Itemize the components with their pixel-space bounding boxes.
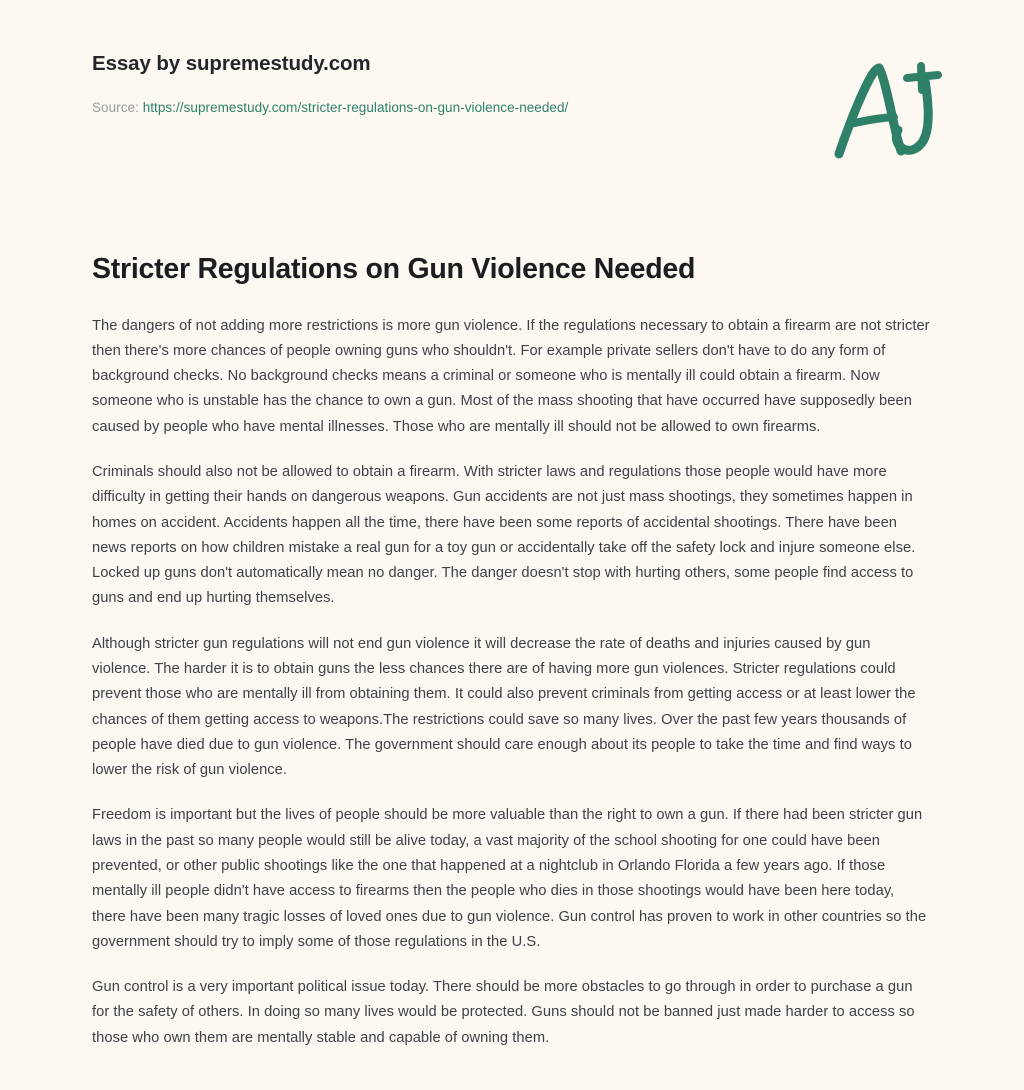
source-line [92, 99, 936, 117]
a-plus-logo-icon [822, 58, 952, 163]
article [0, 252, 1024, 1051]
paragraph: Although stricter gun regulations will not end gun violence it will decrease the rate of deaths and injuries caused by gun violence. The harder it is to obtain guns the less chances there are of having more gun violences. Stricter regulations could prevent those who are mentally ill from obtaining them. It could also prevent criminals from getting access or at least lower the chances of them getting access to weapons.The restrictions could save so many lives. Over the past few years thousands of people have died due to gun violence. The government should care enough about its people to take the time and find ways to lower the risk of gun violence. [92, 635, 916, 779]
paragraph: Freedom is important but the lives of people should be more valuable than the right to own a gun. If there had been stricter gun laws in the past so many people would still be alive today, a vast majority of the school shooting for one could have been prevented, or other public shootings like the one that happened at a nightclub in Orlando Florida a few years ago. If those mentally ill people didn't have access to firearms then the people who dies in those shootings would have been here today, there have been many tragic losses of loved ones due to gun violence. Gun control has proven to work in other countries so the government should try to imply some of those regulations in the U.S. [92, 807, 927, 950]
document-header [0, 0, 1024, 210]
essay-byline: Essay by supremestudy.com [92, 52, 371, 75]
source-label: Source: [92, 99, 139, 115]
paragraph: Criminals should also not be allowed to obtain a firearm. With stricter laws and regulations those people would have more difficulty in getting their hands on dangerous weapons. Gun accidents are not just mass shootings, they sometimes happen in homes on accident. Accidents happen all the time, there have been some reports of accidental shootings. There have been news reports on how children mistake a real gun for a toy gun or accidentally take off the safety lock and injure someone else. Locked up guns don't automatically mean no danger. The danger doesn't stop with hurting others, some people find access to guns and end up hurting themselves. [92, 464, 916, 607]
paragraph: Gun control is a very important political issue today. There should be more obstacles to go through in order to purchase a gun for the safety of others. In doing so many lives would be protected. Guns should not be banned just made harder to access so those who own them are mentally stable and capable of owning them. [92, 979, 915, 1046]
article-body [92, 314, 932, 1051]
page-title: Stricter Regulations on Gun Violence Needed [92, 253, 696, 285]
source-url-link[interactable]: https://supremestudy.com/stricter-regulations-on-gun-violence-needed/ [142, 99, 569, 115]
paragraph: The dangers of not adding more restrictions is more gun violence. If the regulations necessary to obtain a firearm are not stricter then there's more chances of people owning guns who shouldn't. For example private sellers don't have to do any form of background checks. No background checks means a criminal or someone who is mentally ill could obtain a firearm. Now someone who is unstable has the chance to own a gun. Most of the mass shooting that have occurred have supposedly been caused by people who have mental illnesses. Those who are mentally ill should not be allowed to own firearms. [92, 317, 930, 435]
